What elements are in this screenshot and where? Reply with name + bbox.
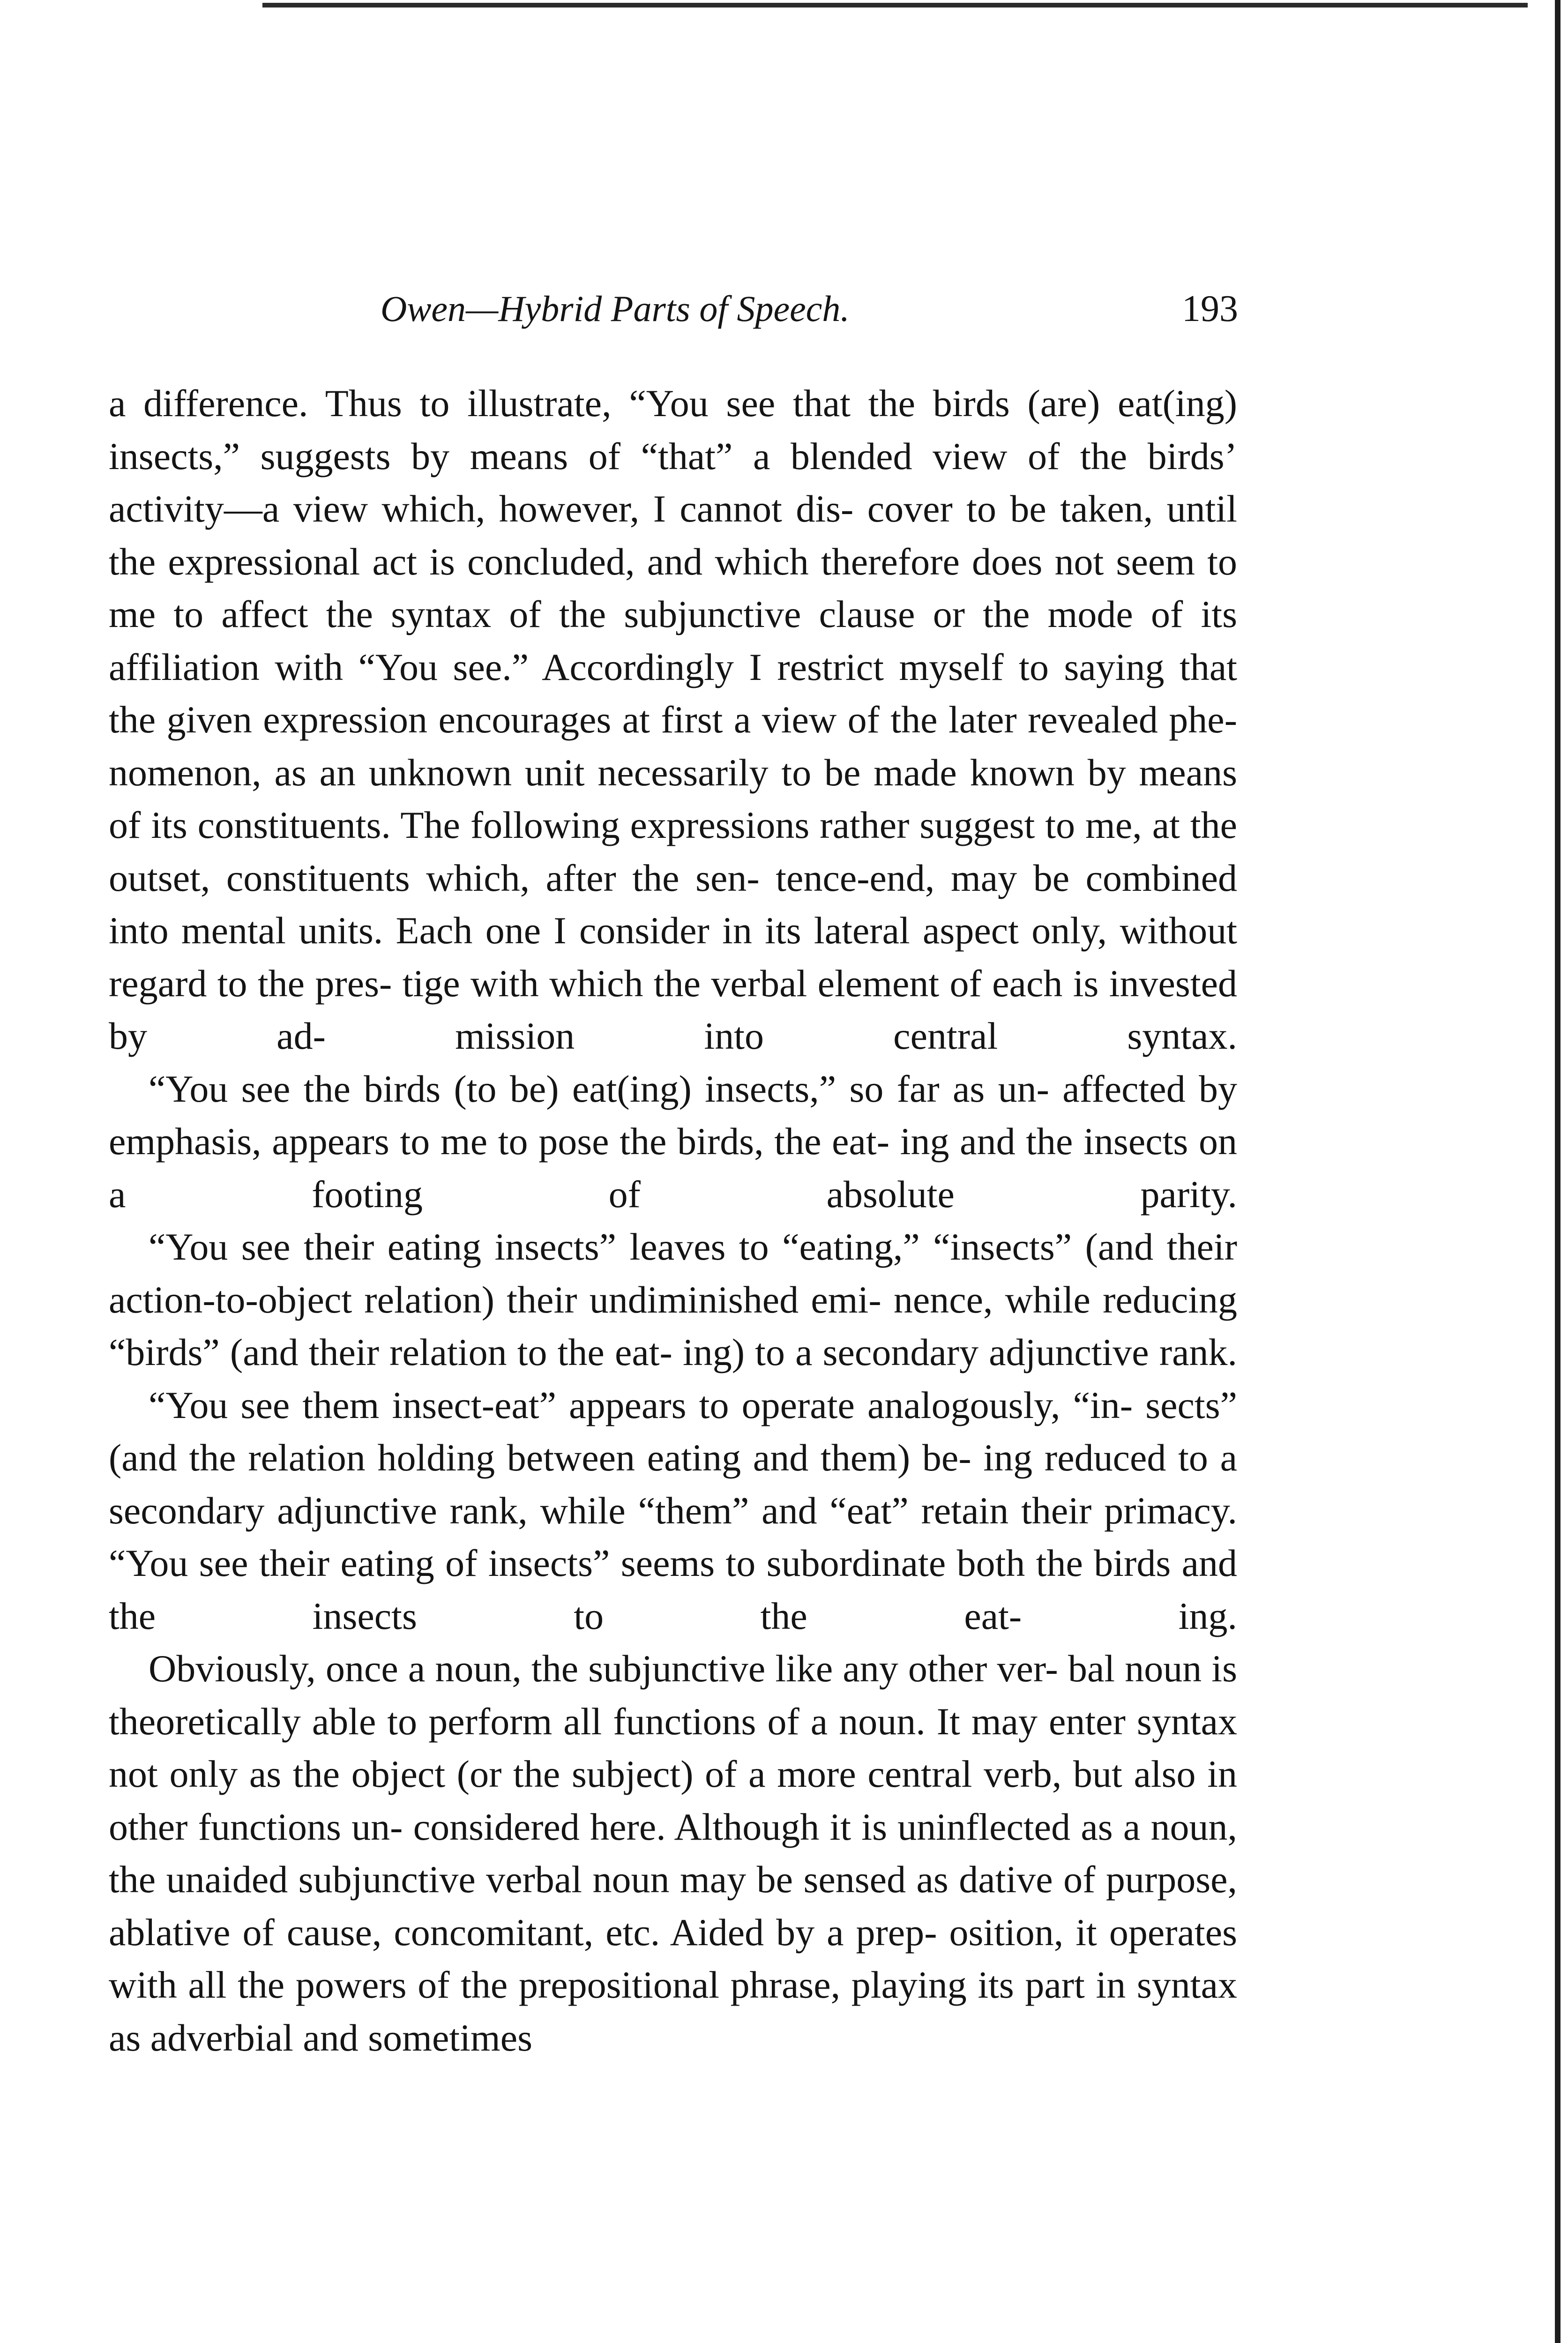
text-line: a difference. Thus to illustrate, “You see that the birds (are) bbox=[109, 382, 1100, 425]
text-line: bal noun is theoretically able to perform all functions of a bbox=[109, 1647, 1237, 1743]
page-number: 193 bbox=[1182, 288, 1238, 329]
text-line: “You see their eating insects” leaves to “eating,” “insects” bbox=[149, 1225, 1072, 1268]
text-line: “You see the birds (to be) eat(ing) insects,” so far as un- bbox=[149, 1067, 1049, 1110]
text-line: unaided subjunctive verbal noun may be sensed as dative of bbox=[166, 1858, 1096, 1901]
text-line: sects” (and the relation holding between eating and them) be- bbox=[109, 1383, 1238, 1479]
text-line: ing reduced to a secondary adjunctive rank, while “them” and bbox=[109, 1436, 1238, 1532]
text-line: nence, while reducing “birds” (and their relation to the eat- bbox=[109, 1278, 1237, 1373]
text-line: subject) of a more central verb, but also in other functions un- bbox=[109, 1753, 1238, 1848]
paragraph-2 bbox=[109, 1063, 1237, 1221]
text-line: nomenon, as an unknown unit necessarily to be made known bbox=[109, 751, 1075, 794]
text-line: consider in its lateral aspect only, without regard to the pres- bbox=[109, 909, 1238, 1005]
text-line: ing. bbox=[1178, 1594, 1237, 1637]
text-line: affected by emphasis, appears to me to pose the birds, the eat- bbox=[109, 1067, 1237, 1163]
scan-right-edge bbox=[1555, 0, 1561, 2343]
text-line: ing and the insects on a footing of absolute parity. bbox=[109, 1120, 1237, 1216]
text-line: which therefore does not seem to me to affect the syntax of bbox=[109, 540, 1237, 635]
text-line: the subjunctive clause or the mode of its affiliation with “You bbox=[109, 593, 1237, 688]
text-line: cover to be taken, until the expressional act is concluded, and bbox=[109, 487, 1237, 583]
text-line: mission into central syntax. bbox=[455, 1015, 1238, 1057]
text-line: ing) to a secondary adjunctive rank. bbox=[682, 1331, 1238, 1373]
running-title: Owen—Hybrid Parts of Speech. bbox=[381, 288, 850, 329]
text-line: osition, it operates with all the powers of the prepositional bbox=[109, 1910, 1238, 2006]
scan-top-edge bbox=[262, 3, 1528, 7]
text-line: Obviously, once a noun, the subjunctive like any other ver- bbox=[149, 1647, 1058, 1690]
text-line: of the birds’ activity—a view which, however, I cannot dis- bbox=[109, 434, 1238, 530]
paragraph-3 bbox=[109, 1221, 1237, 1379]
text-line: seems to subordinate both the birds and the insects to the eat- bbox=[109, 1542, 1238, 1637]
text-line: considered here. Although it is uninflected as a noun, the bbox=[109, 1805, 1238, 1901]
text-line: see.” Accordingly I restrict myself to saying that the given bbox=[109, 645, 1237, 741]
text-line: tence-end, may be combined into mental units. Each one I bbox=[109, 856, 1237, 952]
page-header bbox=[109, 283, 1238, 335]
text-line: eat(ing) insects,” suggests by means of “that” a blended view bbox=[109, 382, 1238, 478]
text-line: “You see them insect-eat” appears to operate analogously, “in- bbox=[149, 1383, 1133, 1426]
paragraph-5 bbox=[109, 1642, 1237, 2064]
text-line: suggest to me, at the outset, constituents which, after the sen- bbox=[109, 804, 1237, 899]
text-line: noun. It may enter syntax not only as the object (or the bbox=[109, 1700, 1237, 1795]
body-text bbox=[109, 377, 1237, 2064]
text-line: (and their action-to-object relation) their undiminished emi- bbox=[109, 1225, 1238, 1321]
text-line: tige with which the verbal element of each is invested by ad- bbox=[109, 962, 1237, 1057]
paragraph-1 bbox=[109, 377, 1237, 1063]
paragraph-4 bbox=[109, 1379, 1237, 1643]
text-line: phrase, playing its part in syntax as adverbial and sometimes bbox=[109, 1963, 1237, 2059]
text-line: by means of its constituents. The following expressions rather bbox=[109, 751, 1237, 846]
text-line: “eat” retain their primacy. “You see their eating of insects” bbox=[109, 1489, 1237, 1584]
text-line: purpose, ablative of cause, concomitant, etc. Aided by a prep- bbox=[109, 1858, 1238, 1954]
text-line: expression encourages at first a view of the later revealed phe- bbox=[263, 698, 1237, 741]
